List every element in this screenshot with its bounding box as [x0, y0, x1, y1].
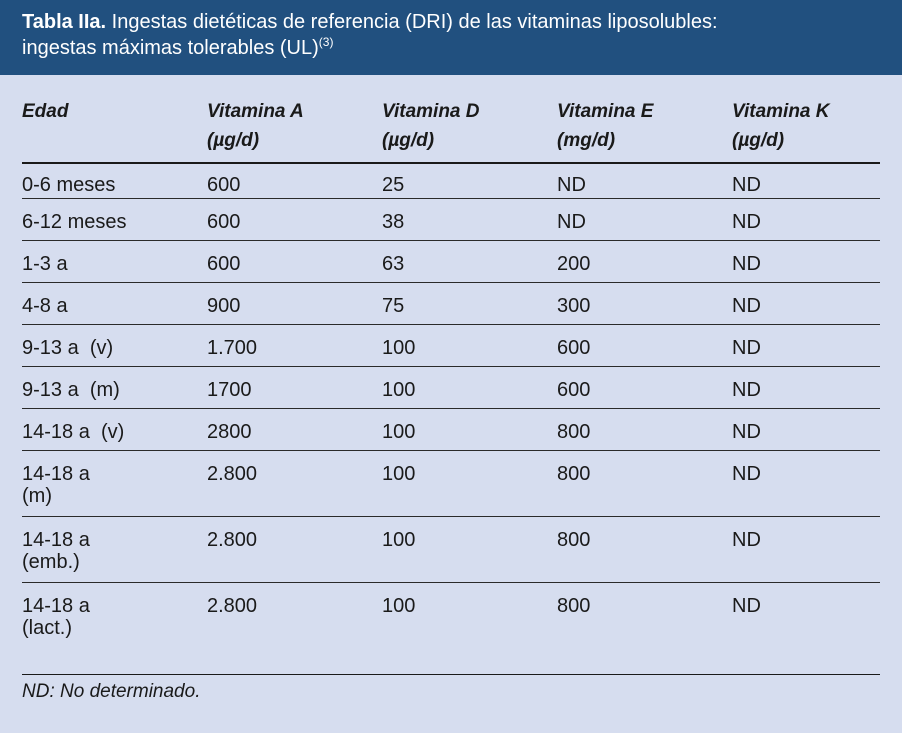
- table-row: [22, 583, 880, 659]
- cell-vitamina-k: ND: [732, 379, 761, 401]
- table-row: [22, 199, 880, 241]
- cell-vitamina-d: 100: [382, 337, 416, 359]
- cell-vitamina-a: 2800: [207, 421, 252, 443]
- cell-edad: 9-13 a (m): [22, 379, 120, 401]
- table-row: [22, 367, 880, 409]
- cell-edad: 9-13 a (v): [22, 337, 114, 359]
- table-footnote: ND: No determinado.: [22, 681, 201, 702]
- cell-vitamina-a: 2.800: [207, 529, 258, 551]
- cell-vitamina-e: ND: [557, 211, 586, 233]
- header-vitamina-k: Vitamina K (µg/d): [732, 101, 830, 151]
- cell-vitamina-a: 1.700: [207, 337, 258, 359]
- cell-edad: 14-18 a (m): [22, 463, 90, 507]
- title-text-2: ingestas máximas tolerables (UL): [22, 37, 319, 59]
- cell-edad: 14-18 a (lact.): [22, 595, 90, 639]
- cell-vitamina-k: ND: [732, 337, 761, 359]
- cell-vitamina-a: 1700: [207, 379, 252, 401]
- cell-edad: 14-18 a (v): [22, 421, 125, 443]
- cell-vitamina-d: 100: [382, 379, 416, 401]
- title-reference: (3): [318, 35, 334, 49]
- cell-vitamina-k: ND: [732, 211, 761, 233]
- cell-vitamina-a: 2.800: [207, 595, 258, 617]
- cell-vitamina-e: 800: [557, 421, 591, 443]
- table-row: [22, 241, 880, 283]
- table-row: [22, 325, 880, 367]
- cell-vitamina-d: 100: [382, 529, 416, 551]
- cell-vitamina-d: 38: [382, 211, 405, 233]
- cell-vitamina-d: 100: [382, 463, 416, 485]
- cell-vitamina-k: ND: [732, 463, 761, 485]
- cell-vitamina-k: ND: [732, 295, 761, 317]
- cell-vitamina-e: 300: [557, 295, 591, 317]
- table-row: [22, 283, 880, 325]
- cell-edad: 6-12 meses: [22, 211, 127, 233]
- vitamin-table: [22, 75, 880, 659]
- table-title: [0, 0, 902, 75]
- header-edad: Edad: [22, 101, 69, 122]
- table-row: [22, 409, 880, 451]
- header-vitamina-d: Vitamina D (µg/d): [382, 101, 480, 151]
- cell-vitamina-k: ND: [732, 421, 761, 443]
- cell-vitamina-d: 63: [382, 253, 405, 275]
- cell-vitamina-k: ND: [732, 529, 761, 551]
- cell-vitamina-e: 600: [557, 379, 591, 401]
- table-bottom-rule: [22, 674, 880, 675]
- cell-vitamina-d: 100: [382, 595, 416, 617]
- cell-vitamina-a: 2.800: [207, 463, 258, 485]
- title-line-2: [22, 35, 890, 61]
- cell-vitamina-e: 800: [557, 529, 591, 551]
- cell-vitamina-a: 900: [207, 295, 241, 317]
- table-row: [22, 167, 880, 199]
- cell-vitamina-a: 600: [207, 174, 241, 196]
- title-line-1: [22, 9, 890, 35]
- cell-vitamina-d: 75: [382, 295, 405, 317]
- cell-edad: 4-8 a: [22, 295, 68, 317]
- cell-edad: 14-18 a (emb.): [22, 529, 90, 573]
- title-text-1: Ingestas dietéticas de referencia (DRI) de las vitaminas liposolubles:: [106, 11, 718, 33]
- cell-edad: 1-3 a: [22, 253, 68, 275]
- cell-vitamina-k: ND: [732, 174, 761, 196]
- cell-vitamina-d: 100: [382, 421, 416, 443]
- cell-vitamina-e: 800: [557, 463, 591, 485]
- title-label: Tabla IIa.: [22, 11, 107, 33]
- cell-edad: 0-6 meses: [22, 174, 116, 196]
- table-header-row: [22, 75, 880, 167]
- cell-vitamina-e: 800: [557, 595, 591, 617]
- header-vitamina-e: Vitamina E (mg/d): [557, 101, 654, 151]
- table-row: [22, 517, 880, 583]
- cell-vitamina-d: 25: [382, 174, 405, 196]
- header-divider: [22, 162, 880, 164]
- cell-vitamina-e: ND: [557, 174, 586, 196]
- cell-vitamina-e: 600: [557, 337, 591, 359]
- cell-vitamina-a: 600: [207, 211, 241, 233]
- cell-vitamina-a: 600: [207, 253, 241, 275]
- header-vitamina-a: Vitamina A (µg/d): [207, 101, 304, 151]
- table-row: [22, 451, 880, 517]
- cell-vitamina-k: ND: [732, 253, 761, 275]
- cell-vitamina-e: 200: [557, 253, 591, 275]
- cell-vitamina-k: ND: [732, 595, 761, 617]
